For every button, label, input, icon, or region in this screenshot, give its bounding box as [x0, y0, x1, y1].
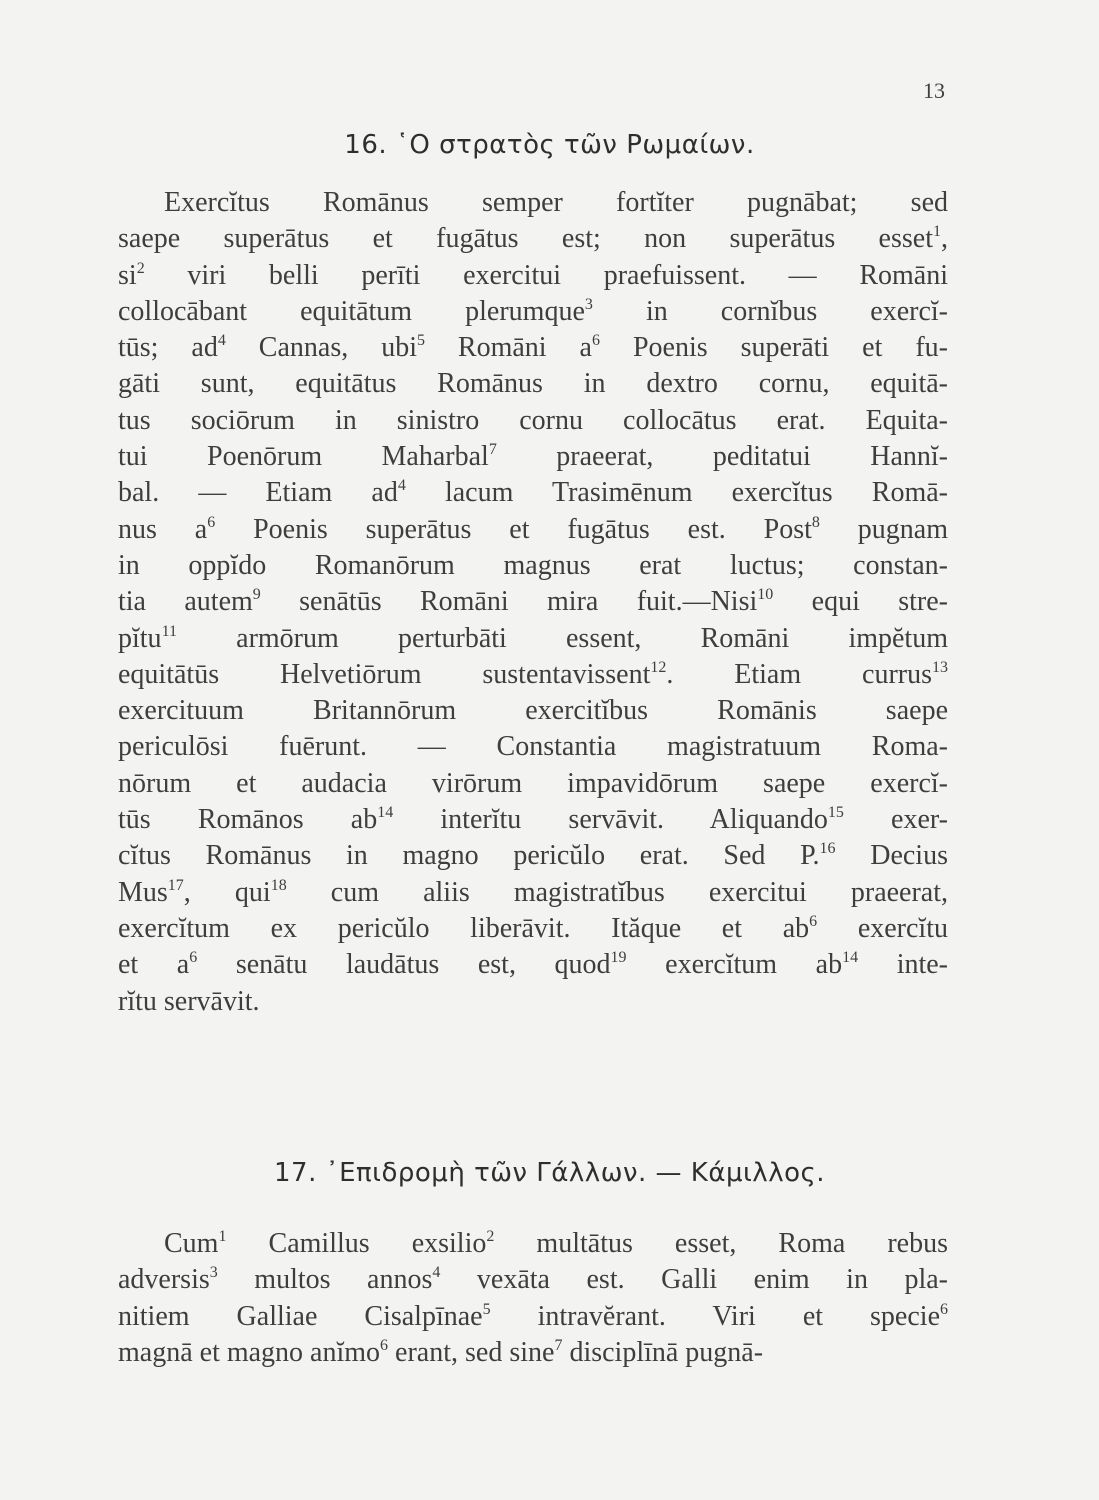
text-line: exercĭtum ex pericŭlo liberāvit. Ităque et $ab^6$ exercĭtu	[118, 912, 948, 944]
text-line: tus sociōrum in sinistro cornu collocātus erat. Equita-	[118, 404, 948, 436]
text-line: Cum$^1$ Camillus exsilio$^2$ multātus esset, Roma rebus	[164, 1228, 949, 1259]
text-line: equitātūs Helvetiōrum sustentavissent$^{12}$. Etiam currus$^{13}$	[118, 658, 948, 690]
text-line: collocābant equitātum plerumque$^3$ in cornĭbus exercĭ-	[118, 295, 948, 327]
section-17-text	[118, 1226, 948, 1371]
text-line: $si^2$ viri belli perīti exercitui praefuissent. — Romāni	[118, 259, 948, 291]
text-line: tui Poenōrum Maharbal$^7$ praeerat, peditatui Hannĭ-	[118, 441, 948, 473]
text-line: rĭtu servāvit.	[118, 985, 260, 1017]
section-17-heading: 17. ᾿Επιδρομὴ τῶν Γάλλων. — Κάμιλλος.	[273, 1158, 826, 1188]
text-line: magnā et magno anĭmo$^6$ erant, sed sine$^7$ disciplīnā pugnā-	[118, 1336, 764, 1368]
text-line: tūs Romānos $ab^{14}$ interĭtu servāvit. Aliquando$^{15}$ exer-	[118, 804, 948, 836]
text-line: Exercĭtus Romānus semper fortĭter pugnābat; sed	[164, 187, 948, 218]
text-line: nitiem Galliae Cisalpīnae$^5$ intravĕrant. Viri et specie$^6$	[118, 1300, 948, 1332]
page-number: 13	[923, 78, 945, 103]
text-line: cĭtus Romānus in magno pericŭlo erat. Sed P.$^{16}$ Decius	[118, 840, 948, 872]
section-16-heading: 16. ῾Ο στρατὸς τῶν Ρωμαίων.	[344, 130, 755, 160]
text-line: tūs; $ad^4$ Cannas, ubi$^5$ Romāni $a^6$ Poenis superāti et fu-	[118, 332, 948, 364]
text-line: pĭtu$^{11}$ armōrum perturbāti essent, Romāni impĕtum	[118, 622, 948, 654]
text-line: Mus$^{17}$, qui$^{18}$ cum aliis magistratĭbus exercitui praeerat,	[118, 876, 949, 908]
text-line: gāti sunt, equitātus Romānus in dextro cornu, equitā-	[118, 368, 948, 400]
section-16-text	[118, 185, 948, 1020]
text-line: nōrum et audacia virōrum impavidōrum saepe exercĭ-	[118, 767, 948, 799]
text-line: nus $a^6$ Poenis superātus et fugātus est. Post$^8$ pugnam	[118, 513, 948, 545]
text-line: in oppĭdo Romanōrum magnus erat luctus; constan-	[118, 549, 948, 581]
text-line: tia autem$^9$ senātūs Romāni mira fuit.—Nisi$^{10}$ equi stre-	[118, 586, 948, 618]
text-line: adversis$^3$ multos annos$^4$ vexāta est. Galli enim in pla-	[118, 1264, 949, 1296]
text-line: exercituum Britannōrum exercitĭbus Romānis saepe	[118, 695, 948, 727]
text-line: periculōsi fuērunt. — Constantia magistratuum Roma-	[118, 731, 948, 763]
text-line: saepe superātus et fugātus est; non superātus esset$^1$,	[118, 223, 948, 255]
text-line: bal. — Etiam $ad^4$ lacum Trasimēnum exercĭtus Romā-	[118, 477, 948, 509]
text-line: et $a^6$ senātu laudātus est, quod$^{19}$ exercĭtum $ab^{14}$ inte-	[118, 949, 949, 981]
